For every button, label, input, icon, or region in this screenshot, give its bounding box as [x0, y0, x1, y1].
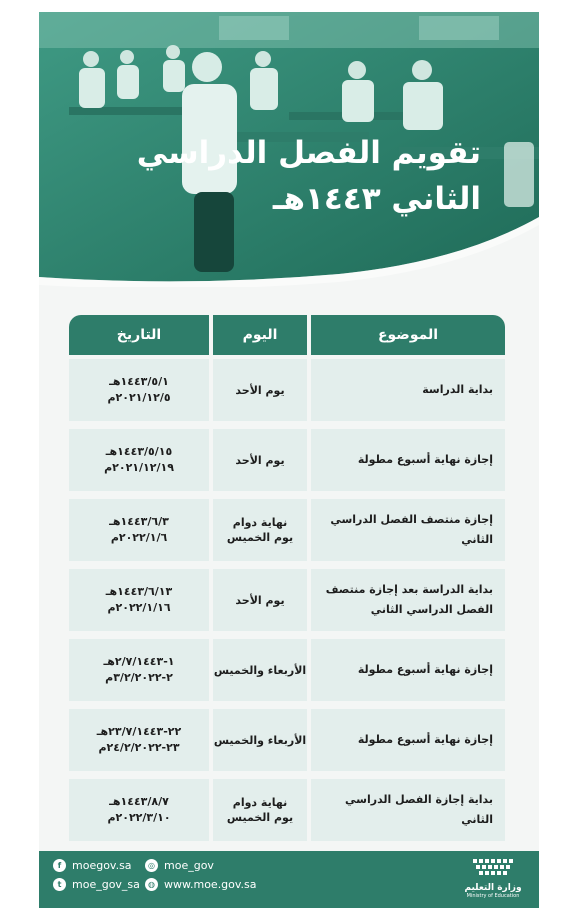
date-cell: [69, 499, 209, 561]
twitter-handle: moe_gov_sa: [72, 878, 140, 891]
day-line-1: الأربعاء والخميس: [213, 733, 307, 747]
day-line-1: الأربعاء والخميس: [213, 663, 307, 677]
gregorian-date: ٢٠٢١/١٢/١٩م: [104, 461, 174, 474]
table-row: [69, 359, 509, 421]
date-cell: [69, 429, 209, 491]
table-row: [69, 499, 509, 561]
hijri-date: ٢٢-٢٣/٧/١٤٤٣هـ: [96, 725, 182, 738]
instagram-link[interactable]: [145, 859, 265, 872]
table-body: [69, 359, 509, 849]
day-line-1: نهاية دوام: [232, 796, 288, 809]
page-title: [137, 130, 481, 222]
facebook-handle: moegov.sa: [72, 859, 132, 872]
day-line-1: يوم الأحد: [235, 383, 285, 397]
twitter-icon: t: [53, 878, 66, 891]
instagram-icon: ◎: [145, 859, 158, 872]
day-line-1: يوم الأحد: [235, 453, 285, 467]
topic-cell: بداية الدراسة بعد إجازة منتصف الفصل الدراسي الثاني: [311, 569, 505, 631]
twitter-link[interactable]: [53, 878, 145, 891]
header-day: اليوم: [213, 315, 307, 355]
date-cell: [69, 359, 209, 421]
moe-logo-mark: [471, 857, 515, 877]
hijri-date: ١٤٤٣/٨/٧هـ: [109, 795, 169, 808]
instagram-handle: moe_gov: [164, 859, 214, 872]
logo-english: Ministry of Education: [466, 893, 520, 899]
date-cell: [69, 779, 209, 841]
table-row: [69, 709, 509, 771]
gregorian-date: ٢٠٢١/١٢/٥م: [107, 391, 171, 404]
topic-cell: إجازة منتصف الفصل الدراسي الثاني: [311, 499, 505, 561]
hijri-date: ١٤٤٣/٥/١هـ: [109, 375, 169, 388]
gregorian-date: ٢٠٢٢/١/٦م: [110, 531, 168, 544]
day-line-1: يوم الأحد: [235, 593, 285, 607]
gregorian-date: ٢-٣/٢/٢٠٢٢م: [105, 671, 173, 684]
globe-icon: ◍: [145, 878, 158, 891]
header-banner: [39, 12, 539, 287]
date-cell: [69, 709, 209, 771]
header-date: التاريخ: [69, 315, 209, 355]
facebook-icon: f: [53, 859, 66, 872]
topic-cell: بداية إجازة الفصل الدراسي الثاني: [311, 779, 505, 841]
day-cell: [213, 359, 307, 421]
topic-cell: إجازة نهاية أسبوع مطولة: [311, 639, 505, 701]
day-line-2: يوم الخميس: [226, 531, 294, 544]
day-line-1: نهاية دوام: [232, 516, 288, 529]
day-cell: [213, 709, 307, 771]
footer: [39, 851, 539, 908]
table-row: [69, 429, 509, 491]
hijri-date: ١٤٤٣/٦/١٣هـ: [105, 585, 173, 598]
gregorian-date: ٢٣-٢٤/٢/٢٠٢٢م: [98, 741, 180, 754]
table-header: [69, 315, 509, 355]
website-link[interactable]: [145, 878, 265, 891]
table-row: [69, 639, 509, 701]
logo-arabic: وزارة التعليم: [464, 883, 522, 893]
day-cell: [213, 569, 307, 631]
gregorian-date: ٢٠٢٢/٣/١٠م: [107, 811, 171, 824]
day-cell: [213, 429, 307, 491]
day-cell: [213, 499, 307, 561]
topic-cell: إجازة نهاية أسبوع مطولة: [311, 709, 505, 771]
topic-cell: بداية الدراسة: [311, 359, 505, 421]
website-url: www.moe.gov.sa: [164, 878, 257, 891]
day-cell: [213, 779, 307, 841]
date-cell: [69, 639, 209, 701]
date-cell: [69, 569, 209, 631]
hijri-date: ١٤٤٣/٦/٣هـ: [109, 515, 169, 528]
facebook-link[interactable]: [53, 859, 145, 872]
day-line-2: يوم الخميس: [226, 811, 294, 824]
social-links: [53, 859, 265, 891]
moe-logo: [463, 857, 523, 903]
header-topic: الموضوع: [311, 315, 505, 355]
topic-cell: إجازة نهاية أسبوع مطولة: [311, 429, 505, 491]
day-cell: [213, 639, 307, 701]
hijri-date: ١٤٤٣/٥/١٥هـ: [105, 445, 173, 458]
table-row: [69, 779, 509, 841]
title-line-1: تقويم الفصل الدراسي: [136, 135, 481, 171]
calendar-card: [39, 12, 539, 908]
hijri-date: ١-٢/٧/١٤٤٣هـ: [103, 655, 175, 668]
table-row: [69, 569, 509, 631]
gregorian-date: ٢٠٢٢/١/١٦م: [107, 601, 171, 614]
title-line-2: الثاني ١٤٤٣هـ: [272, 181, 481, 217]
